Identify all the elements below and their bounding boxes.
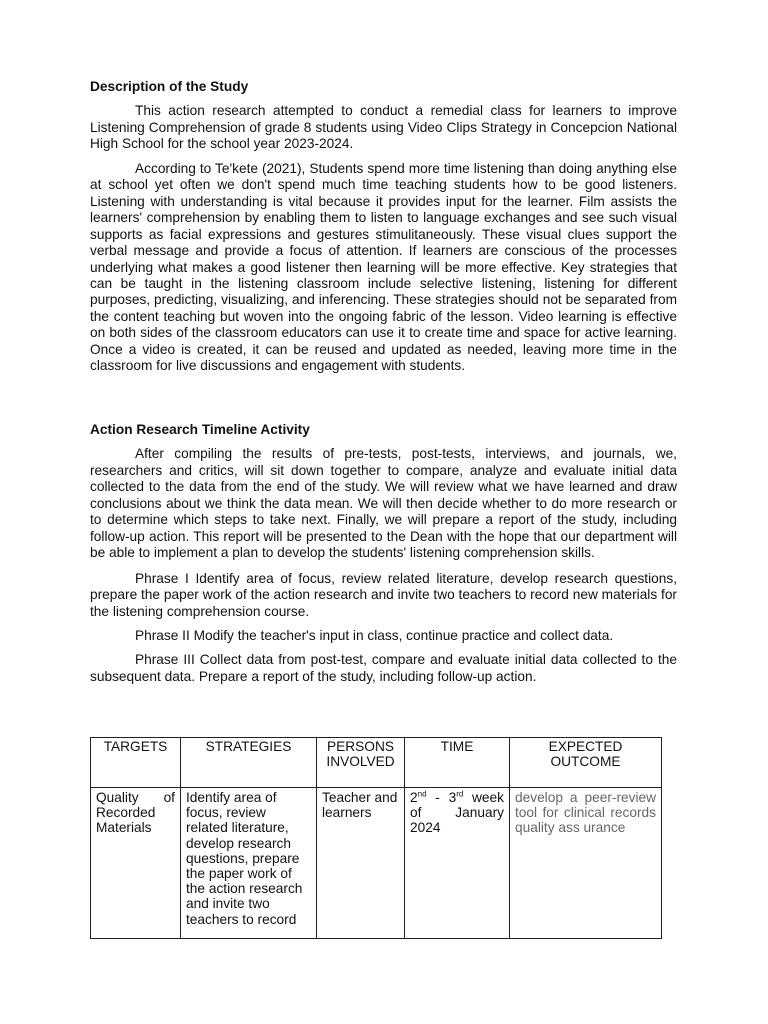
header-strategies: STRATEGIES	[181, 738, 317, 788]
table-row	[91, 788, 662, 939]
header-persons: PERSONS INVOLVED	[317, 738, 405, 788]
cell-time	[405, 788, 510, 939]
heading-timeline: Action Research Timeline Activity	[90, 422, 310, 437]
heading-description: Description of the Study	[90, 79, 249, 94]
cell-target: Quality of Recorded Materials	[91, 788, 181, 939]
header-outcome: EXPECTED OUTCOME	[510, 738, 662, 788]
header-targets: TARGETS	[91, 738, 181, 788]
cell-persons: Teacher and learners	[317, 788, 405, 939]
section-timeline	[90, 422, 677, 685]
cell-strategy: Identify area of focus, review related literature, develop research questions, prepare the paper work of the action research and invite two teachers to record	[181, 788, 317, 939]
time-num: 2	[410, 790, 418, 805]
header-time: TIME	[405, 738, 510, 788]
cell-outcome: develop a peer-review tool for clinical records quality ass urance	[510, 788, 662, 939]
time-suffix: nd	[417, 789, 427, 799]
section-description	[90, 79, 677, 375]
paragraph: Phrase III Collect data from post-test, compare and evaluate initial data collected to the subsequent data. Prepare a report of the study, including follow-up action.	[90, 652, 677, 684]
paragraph: According to Te'kete (2021), Students spend more time listening than doing anything else at school yet often we don't spend much time teaching students how to be good listeners. Listening with understanding is vital because it provides input for the learner. Film assists the learners' comprehension by enabling them to listen to language exchanges and see such visual supports as facial expressions and gestures stimulitaneously. These visual clues support the verbal message and provide a focus of attention. If learners are conscious of the processes underlying what makes a good listener then learning will be more effective. Key strategies that can be taught in the listening classroom include selective listening, listening for different purposes, predicting, visualizing, and inferencing. These strategies should not be separated from the content teaching but woven into the ongoing fabric of the lesson. Video learning is effective on both sides of the classroom educators can use it to create time and space for active learning. Once a video is created, it can be reused and updated as needed, leaving more time in the classroom for live discussions and engagement with students.	[90, 160, 677, 374]
paragraph: After compiling the results of pre-tests, post-tests, interviews, and journals, we, researchers and critics, will sit down together to compare, analyze and evaluate initial data collected to the data from the end of the study. We will review what we have learned and draw conclusions about we think the data mean. We will then decide whether to do more research or to determine which steps to take next. Finally, we will prepare a report of the study, including follow-up action. This report will be presented to the Dean with the hope that our department will be able to implement a plan to develop the students' listening comprehension skills.	[90, 446, 677, 561]
time-sep: -	[426, 790, 449, 805]
action-plan-table	[90, 737, 662, 939]
paragraph: This action research attempted to conduct a remedial class for learners to improve Listening Comprehension of grade 8 students using Video Clips Strategy in Concepcion National High School for the school year 2023-2024.	[90, 103, 677, 152]
paragraph: Phrase II Modify the teacher's input in class, continue practice and collect data.	[135, 627, 614, 643]
time-rest: week of January 2024	[410, 790, 504, 836]
time-suffix: rd	[456, 789, 464, 799]
table-header-row	[91, 738, 662, 788]
time-num: 3	[448, 790, 457, 805]
paragraph: Phrase I Identify area of focus, review related literature, develop research questions, prepare the paper work of the action research and invite two teachers to record new materials for the listening comprehension course.	[90, 570, 677, 619]
